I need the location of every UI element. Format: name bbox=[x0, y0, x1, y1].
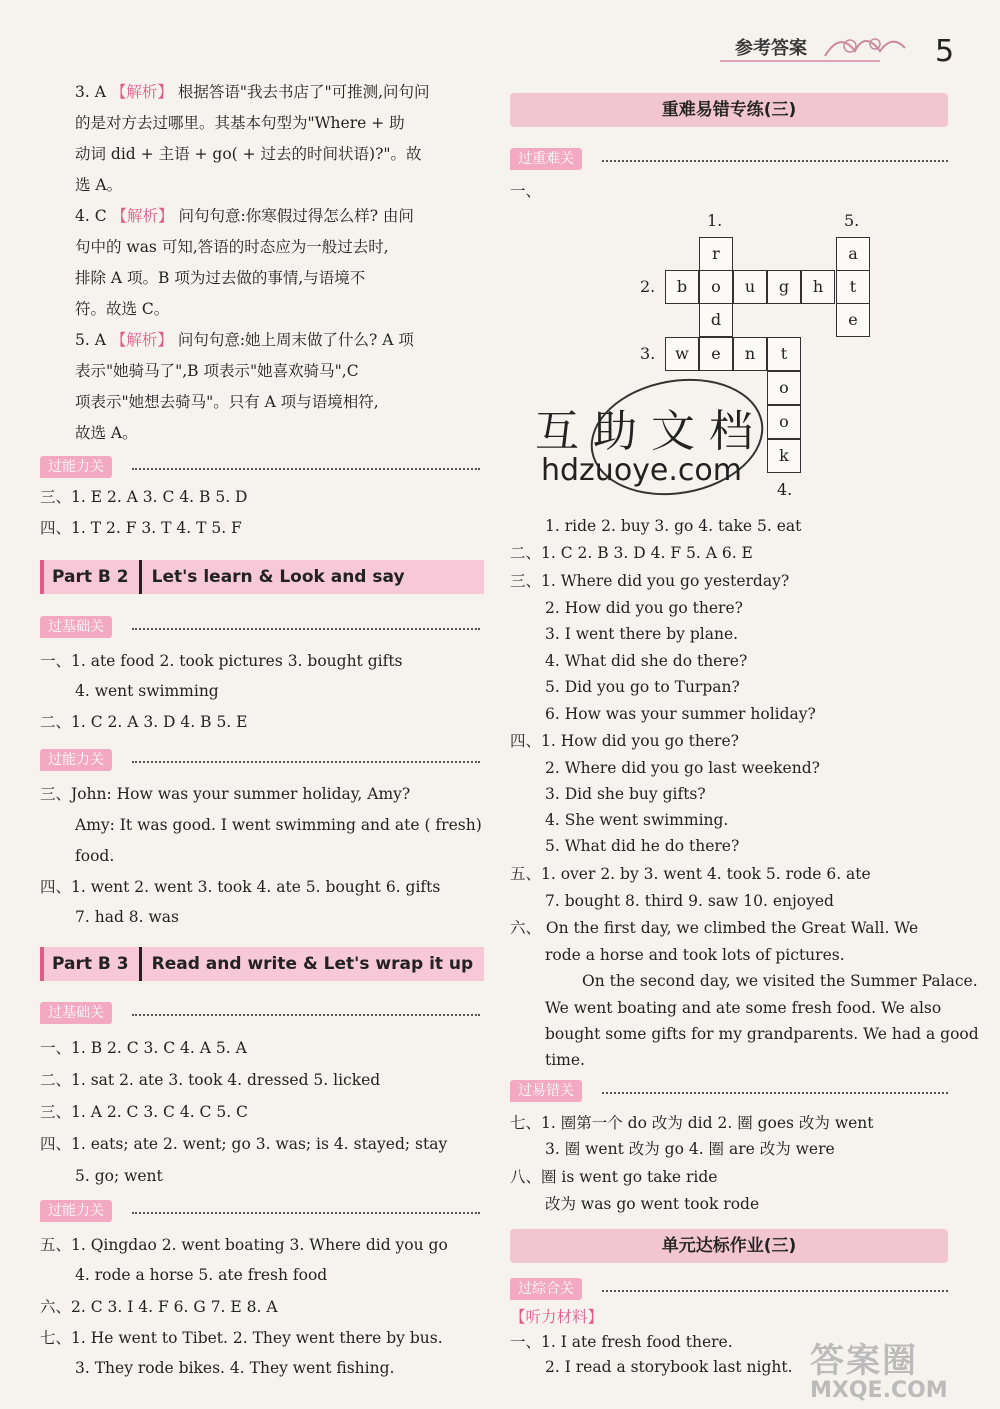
dotted-divider bbox=[602, 160, 948, 162]
dotted-divider bbox=[132, 628, 480, 630]
answer-line: 四、1. T 2. F 3. T 4. T 5. F bbox=[40, 519, 242, 537]
answer-line: 八、圈 is went go take ride bbox=[510, 1168, 718, 1186]
answer-line: 七、1. 圈第一个 do 改为 did 2. 圈 goes 改为 went bbox=[510, 1114, 874, 1132]
section-badge: 过基础关 bbox=[40, 616, 112, 638]
dotted-divider bbox=[132, 1014, 480, 1016]
crossword-cell: w bbox=[665, 337, 699, 371]
part-title: Let's learn & Look and say bbox=[151, 567, 405, 587]
answer-line: 1. ride 2. buy 3. go 4. take 5. eat bbox=[545, 517, 802, 535]
corner-watermark-url: MXQE.COM bbox=[810, 1378, 948, 1403]
answer-line: 4. rode a horse 5. ate fresh food bbox=[75, 1266, 328, 1284]
flower-decoration-icon bbox=[820, 26, 910, 66]
header-title: 参考答案 bbox=[735, 38, 807, 59]
answer-line: 一、1. B 2. C 3. C 4. A 5. A bbox=[40, 1039, 247, 1057]
dotted-divider bbox=[132, 761, 480, 763]
answer-line: 二、1. C 2. B 3. D 4. F 5. A 6. E bbox=[510, 544, 753, 562]
corner-watermark-text: 答案圈 bbox=[810, 1341, 918, 1381]
answer-line: 6. How was your summer holiday? bbox=[545, 705, 816, 723]
section-badge: 过综合关 bbox=[510, 1278, 582, 1300]
explanation-label: 【解析】 bbox=[110, 331, 173, 349]
dotted-divider bbox=[602, 1092, 948, 1094]
crossword-cell: o bbox=[767, 405, 801, 439]
crossword-cell: g bbox=[767, 270, 801, 304]
answer-line: 2. Where did you go last weekend? bbox=[545, 759, 820, 777]
crossword-number: 5. bbox=[844, 211, 860, 230]
explanation-text: 表示"她骑马了",B 项表示"她喜欢骑马",C bbox=[75, 362, 359, 380]
answer-line: 5. go; went bbox=[75, 1167, 163, 1185]
answer-line: 2. How did you go there? bbox=[545, 599, 743, 617]
answer-line: 改为 was go went took rode bbox=[545, 1195, 760, 1213]
dotted-divider bbox=[602, 1290, 948, 1292]
crossword-cell: t bbox=[836, 270, 870, 304]
answer-line: 7. had 8. was bbox=[75, 908, 179, 926]
crossword-cell: o bbox=[699, 270, 733, 304]
explanation-text: 的是对方去过哪里。其基本句型为"Where + 助 bbox=[75, 114, 405, 132]
watermark-url: hdzuoye.com bbox=[541, 453, 742, 488]
answer-number: 3. A bbox=[75, 83, 106, 101]
answer-line: food. bbox=[75, 847, 115, 865]
answer-line: 三、John: How was your summer holiday, Amy? bbox=[40, 785, 411, 803]
answer-line: 四、1. went 2. went 3. took 4. ate 5. bought 6. gifts bbox=[40, 878, 441, 896]
answer-line: 三、1. Where did you go yesterday? bbox=[510, 572, 790, 590]
part-label: Part B 2 bbox=[44, 560, 142, 594]
section-badge: 过易错关 bbox=[510, 1080, 582, 1102]
corner-watermark bbox=[810, 1333, 948, 1403]
answer-line: 五、1. Qingdao 2. went boating 3. Where did you go bbox=[40, 1236, 448, 1254]
answer-line: 三、1. E 2. A 3. C 4. B 5. D bbox=[40, 488, 248, 506]
explanation-label: 【解析】 bbox=[110, 83, 173, 101]
answer-line: 3. I went there by plane. bbox=[545, 625, 739, 643]
explanation-text: 根据答语"我去书店了"可推测,问句问 bbox=[177, 83, 430, 101]
section-badge: 过重难关 bbox=[510, 148, 582, 170]
explanation-text: 符。故选 C。 bbox=[75, 300, 170, 318]
crossword-cell: k bbox=[767, 439, 801, 473]
answer-line: 2. I read a storybook last night. bbox=[545, 1358, 793, 1376]
section-badge: 过基础关 bbox=[40, 1002, 112, 1024]
answer-line: 一、1. ate food 2. took pictures 3. bought gifts bbox=[40, 652, 403, 670]
dotted-divider bbox=[132, 1212, 480, 1214]
crossword-number: 1. bbox=[707, 211, 723, 230]
part-heading bbox=[40, 560, 484, 594]
crossword-cell: r bbox=[699, 237, 733, 271]
passage-line: bought some gifts for my grandparents. We had a good bbox=[545, 1025, 979, 1043]
answer-line: 4. went swimming bbox=[75, 682, 219, 700]
watermark-text: 互助文档 bbox=[535, 406, 767, 457]
passage-line: time. bbox=[545, 1051, 585, 1069]
answer-line: Amy: It was good. I went swimming and ate ( fresh) bbox=[75, 816, 482, 834]
listening-material-label: 【听力材料】 bbox=[510, 1308, 604, 1326]
crossword-cell: u bbox=[733, 270, 767, 304]
answer-line: 3. Did she buy gifts? bbox=[545, 785, 706, 803]
explanation-text: 项表示"她想去骑马"。只有 A 项与语境相符, bbox=[75, 393, 379, 411]
question-marker: 一、 bbox=[510, 182, 542, 200]
answer-line: 三、1. A 2. C 3. C 4. C 5. C bbox=[40, 1103, 248, 1121]
answer-line: 7. bought 8. third 9. saw 10. enjoyed bbox=[545, 892, 834, 910]
crossword-cell: n bbox=[733, 337, 767, 371]
answer-line: 4. What did she do there? bbox=[545, 652, 748, 670]
section-badge: 过能力关 bbox=[40, 749, 112, 771]
answer-line: 3. They rode bikes. 4. They went fishing. bbox=[75, 1359, 395, 1377]
crossword-cell: d bbox=[699, 303, 733, 337]
answer-line: 四、1. eats; ate 2. went; go 3. was; is 4. stayed; stay bbox=[40, 1135, 448, 1153]
answer-line: 5. What did he do there? bbox=[545, 837, 740, 855]
explanation-text: 选 A。 bbox=[75, 176, 123, 194]
passage-line: We went boating and ate some fresh food. We also bbox=[545, 999, 942, 1017]
crossword-number: 3. bbox=[640, 344, 656, 363]
section-heading: 重难易错专练(三) bbox=[510, 93, 948, 127]
part-heading bbox=[40, 947, 484, 981]
answer-line: 一、1. I ate fresh food there. bbox=[510, 1333, 733, 1351]
answer-line: 5. Did you go to Turpan? bbox=[545, 678, 740, 696]
answer-line: 二、1. C 2. A 3. D 4. B 5. E bbox=[40, 713, 248, 731]
answer-line: 五、1. over 2. by 3. went 4. took 5. rode 6. ate bbox=[510, 865, 871, 883]
answer-line: 二、1. sat 2. ate 3. took 4. dressed 5. licked bbox=[40, 1071, 381, 1089]
answer-number: 5. A bbox=[75, 331, 106, 349]
crossword-number: 4. bbox=[777, 480, 793, 499]
part-label: Part B 3 bbox=[44, 947, 142, 981]
answer-line: 4. She went swimming. bbox=[545, 811, 729, 829]
crossword-cell: e bbox=[699, 337, 733, 371]
crossword-cell: b bbox=[665, 270, 699, 304]
passage-line: rode a horse and took lots of pictures. bbox=[545, 946, 845, 964]
explanation-text: 故选 A。 bbox=[75, 424, 138, 442]
explanation-label: 【解析】 bbox=[111, 207, 174, 225]
passage-line: 六、 On the first day, we climbed the Great Wall. We bbox=[510, 919, 919, 937]
crossword-cell: a bbox=[836, 237, 870, 271]
crossword-cell: t bbox=[767, 337, 801, 371]
answer-line: 六、2. C 3. I 4. F 6. G 7. E 8. A bbox=[40, 1298, 278, 1316]
crossword-cell: e bbox=[836, 303, 870, 337]
part-title: Read and write & Let's wrap it up bbox=[151, 954, 474, 974]
crossword-number: 2. bbox=[640, 277, 656, 296]
explanation-text: 问句句意:她上周末做了什么? A 项 bbox=[177, 331, 414, 349]
section-heading: 单元达标作业(三) bbox=[510, 1229, 948, 1263]
page-number: 5 bbox=[935, 34, 955, 69]
section-badge: 过能力关 bbox=[40, 456, 112, 478]
explanation-text: 句中的 was 可知,答语的时态应为一般过去时, bbox=[75, 238, 389, 256]
answer-number: 4. C bbox=[75, 207, 107, 225]
answer-line: 四、1. How did you go there? bbox=[510, 732, 739, 750]
explanation-text: 动词 did + 主语 + go( + 过去的时间状语)?"。故 bbox=[75, 145, 422, 163]
answer-line: 3. 圈 went 改为 go 4. 圈 are 改为 were bbox=[545, 1140, 835, 1158]
section-badge: 过能力关 bbox=[40, 1200, 112, 1222]
crossword-cell: h bbox=[801, 270, 835, 304]
watermark bbox=[535, 395, 767, 488]
explanation-text: 问句句意:你寒假过得怎么样? 由问 bbox=[178, 207, 414, 225]
answer-line: 七、1. He went to Tibet. 2. They went there by bus. bbox=[40, 1329, 443, 1347]
crossword-cell: o bbox=[767, 371, 801, 405]
passage-line: On the second day, we visited the Summer Palace. bbox=[582, 972, 978, 990]
explanation-text: 排除 A 项。B 项为过去做的事情,与语境不 bbox=[75, 269, 366, 287]
dotted-divider bbox=[132, 468, 480, 470]
